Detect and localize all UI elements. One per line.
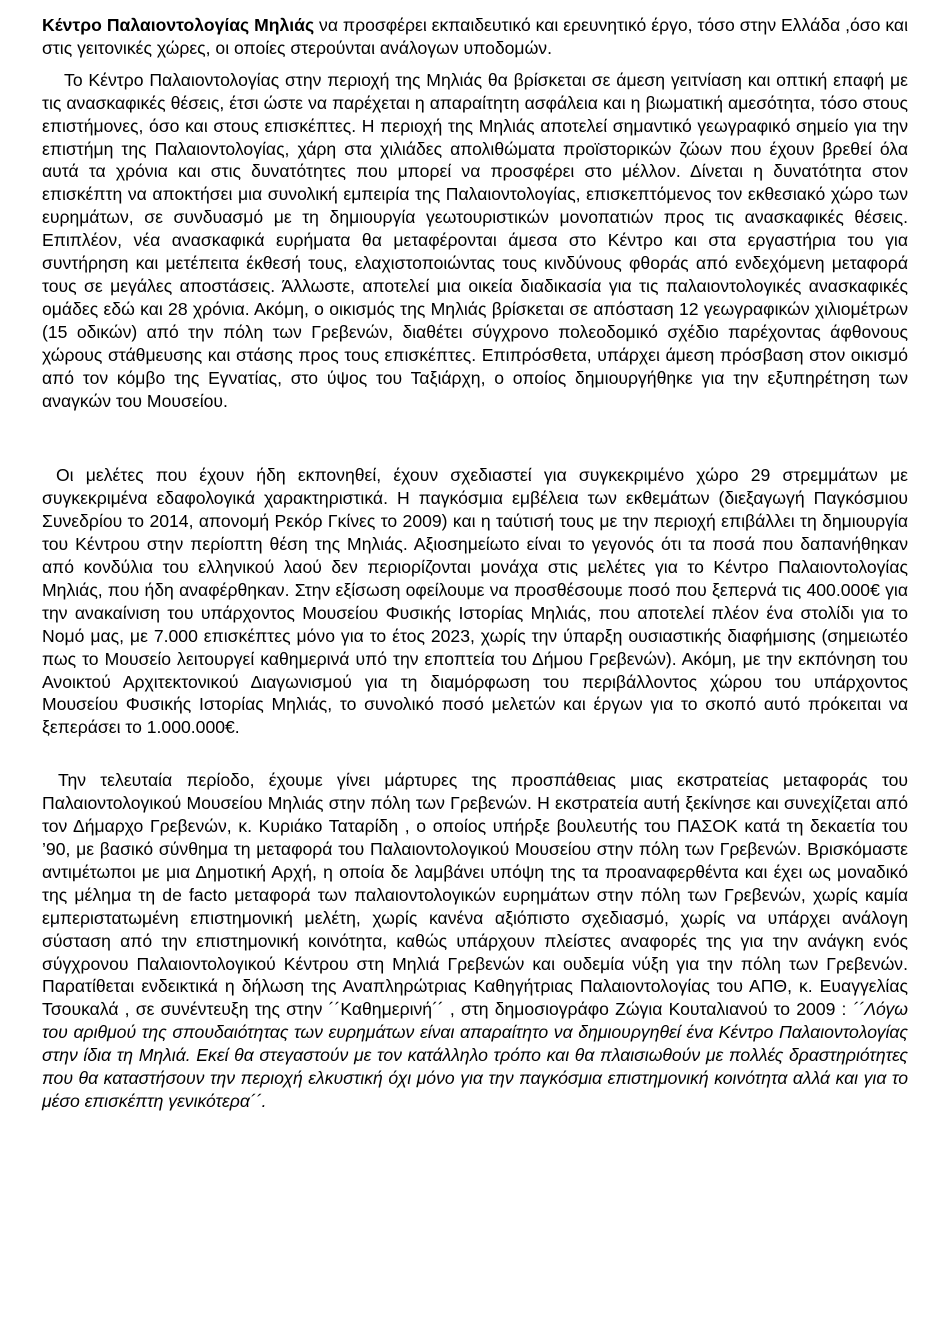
paragraph-intro-continuation: [42, 14, 908, 60]
paragraph-studies: Οι μελέτες που έχουν ήδη εκπονηθεί, έχουν σχεδιαστεί για συγκεκριμένο χώρο 29 στρεμμάτων με συγκεκριμένα εδαφολογικά χαρακτηριστικά. Η παγκόσμια εμβέλεια των εκθεμάτων (διεξαγωγή Παγκόσμιου Συνεδρίου το 2014, απονομή Ρεκόρ Γκίνες το 2009) και η ταύτισή τους με την περιοχή επιβάλλει τη δημιουργία του Κέντρου στην περίοπτη θέση της Μηλιάς. Αξιοσημείωτο είναι το γεγονός ότι τα ποσά που δαπανήθηκαν από κονδύλια του ελληνικού λαού δεν περιορίζονται μονάχα στις μελέτες για το Κέντρο Παλαιοντολογίας Μηλιάς, που ήδη αναφέρθηκαν. Στην εξίσωση οφείλουμε να προσθέσουμε ποσό που ξεπερνά τις 400.000€ για την ανακαίνιση του υπάρχοντος Μουσείου Φυσικής Ιστορίας Μηλιάς, που αποτελεί πλέον ένα στολίδι για το Νομό μας, με 7.000 επισκέπτες μόνο για το έτος 2023, χωρίς την ύπαρξη ουσιαστικής διαφήμισης (σημειωτέο πως το Μουσείο λειτουργεί καθημερινά υπό την εποπτεία του Δήμου Γρεβενών). Ακόμη, με την εκπόνηση του Ανοικτού Αρχιτεκτονικού Διαγωνισμού για τη διαμόρφωση του περιβάλλοντος χώρου του υπάρχοντος Μουσείου Φυσικής Ιστορίας Μηλιάς, το συνολικό ποσό μελετών και έργων για το σκοπό αυτό πρόκειται να ξεπεράσει το 1.000.000€.: [42, 465, 908, 738]
interview-quote: ´´Λόγω του αριθμού της σπουδαιότητας των ευρημάτων είναι απαραίτητο να δημιουργηθεί ένα Κέντρο Παλαιοντολογίας στην ίδια τη Μηλιά. Εκεί θα στεγαστούν με τον κατάλληλο τρόπο και θα πλαισιωθούν με πολλές δραστηριότητες που θα καταστήσουν την περιοχή ελκυστική όχι μόνο για την παγκόσμια επιστημονική κοινότητα αλλά και για το μέσο επισκέπτη γενικότερα´´.: [42, 999, 908, 1111]
paragraph-intro-text: να προσφέρει εκπαιδευτικό και ερευνητικό έργο, τόσο στην Ελλάδα ,όσο και στις γειτονικές χώρες, οι οποίες στερούνται ανάλογων υποδομών.: [42, 15, 909, 58]
paragraph-relocation-campaign: [42, 769, 908, 1113]
document-page: [42, 14, 908, 1113]
center-name-bold: Κέντρο Παλαιοντολογίας Μηλιάς: [42, 15, 315, 35]
paragraph-relocation-text: Την τελευταία περίοδο, έχουμε γίνει μάρτυρες της προσπάθειας μιας εκστρατείας μεταφοράς του Παλαιοντολογικού Μουσείου Μηλιάς στην πόλη των Γρεβενών. Η εκστρατεία αυτή ξεκίνησε και συνεχίζεται από τον Δήμαρχο Γρεβενών, κ. Κυριάκο Ταταρίδη , ο οποίος υπήρξε βουλευτής του ΠΑΣΟΚ κατά τη δεκαετία του ’90, με βασικό σύνθημα τη μεταφορά του Παλαιοντολογικού Μουσείου στην πόλη των Γρεβενών. Βρισκόμαστε αντιμέτωποι με μια Δημοτική Αρχή, η οποία δε λαμβάνει υπόψη της τα προαναφερθέντα και έχει ως μοναδικό της μέλημα τη de facto μεταφορά των παλαιοντολογικών ευρημάτων στην πόλη των Γρεβενών, χωρίς καμία εμπεριστατωμένη επιστημονική μελέτη, χωρίς κανένα αξιόπιστο σχεδιασμό, χωρίς να υπάρχει ανάλογη σύσταση από την επιστημονική κοινότητα, καθώς υπάρχουν πλείστες αναφορές της για την ανάγκη ενός σύγχρονου Παλαιοντολογικού Κέντρου στη Μηλιά Γρεβενών και ουδεμία νύξη για την πόλη των Γρεβενών. Παρατίθεται ενδεικτικά η δήλωση της Αναπληρώτριας Καθηγήτριας Παλαιοντολογίας του ΑΠΘ, κ. Ευαγγελίας Τσουκαλά , σε συνέντευξη της στην ´´Καθημερινή´´ , στη δημοσιογράφο Ζώγια Κουταλιανού το 2009 :: [42, 770, 908, 1020]
paragraph-location: Το Κέντρο Παλαιοντολογίας στην περιοχή της Μηλιάς θα βρίσκεται σε άμεση γειτνίαση και οπτική επαφή με τις ανασκαφικές θέσεις, έτσι ώστε να παρέχεται η απαραίτητη ασφάλεια και η βιωματική αμεσότητα, τόσο στους επιστήμονες, όσο και στους επισκέπτες. Η περιοχή της Μηλιάς αποτελεί σημαντικό γεωγραφικό σημείο για την επιστήμη της Παλαιοντολογίας, χάρη στα χιλιάδες απολιθώματα προϊστορικών ζώων που έχουν βρεθεί όλα αυτά τα χρόνια και στις δυνατότητες που μπορεί να προσφέρει στο μέλλον. Δίνεται η δυνατότητα στον επισκέπτη να αποκτήσει μια συνολική εμπειρία της Παλαιοντολογίας, επισκεπτόμενος τον εκθεσιακό χώρο των ευρημάτων, σε συνδυασμό με τη δημιουργία γεωτουριστικών μονοπατιών προς τις ανασκαφικές θέσεις. Επιπλέον, νέα ανασκαφικά ευρήματα θα μεταφέρονται άμεσα στο Κέντρο και στα εργαστήρια του για συντήρηση και μετέπειτα έκθεσή τους, ελαχιστοποιώντας τους κινδύνους φθοράς από ενδεχόμενη μεταφορά τους σε μεγάλες αποστάσεις. Άλλωστε, αποτελεί μια οικεία διαδικασία για τις παλαιοντολογικές ανασκαφικές ομάδες εδώ και 28 χρόνια. Ακόμη, ο οικισμός της Μηλιάς βρίσκεται σε απόσταση 12 γεωγραφικών χιλιομέτρων (15 οδικών) από την πόλη των Γρεβενών, διαθέτει σύγχρονο πολεοδομικό σχέδιο παρέχοντας άφθονους χώρους στάθμευσης και στάσης προς τους επισκέπτες. Επιπρόσθετα, υπάρχει άμεση πρόσβαση στον οικισμό από τον κόμβο της Εγνατίας, στο ύψος του Ταξιάρχη, ο οποίος δημιουργήθηκε για την εξυπηρέτηση των αναγκών του Μουσείου.: [42, 69, 908, 411]
